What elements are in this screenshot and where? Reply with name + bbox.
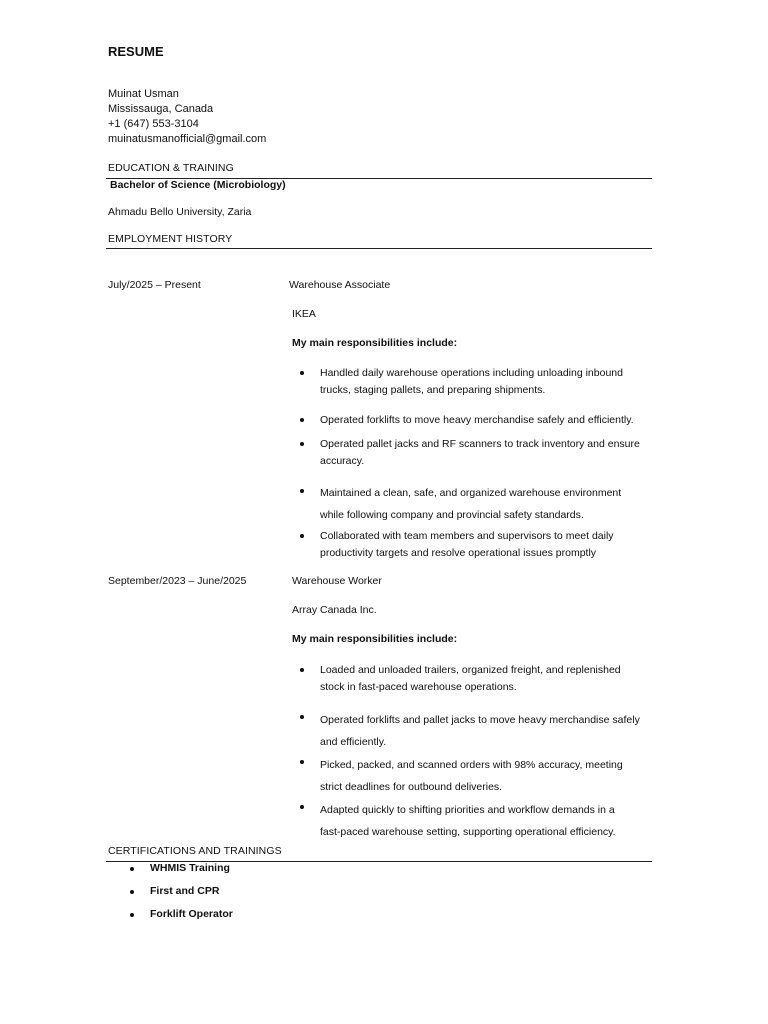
- bullet-icon: [300, 534, 304, 538]
- bullet-icon: [130, 890, 134, 894]
- responsibility-line: Operated forklifts to move heavy merchandise safely and efficiently.: [320, 414, 634, 426]
- responsibility-item: [320, 482, 655, 526]
- education-heading: EDUCATION & TRAINING: [108, 162, 234, 174]
- certification-item: Forklift Operator: [150, 908, 233, 920]
- responsibility-line: Maintained a clean, safe, and organized warehouse environment: [320, 487, 622, 499]
- bullet-icon: [130, 867, 134, 871]
- job-title: Warehouse Worker: [292, 575, 382, 587]
- responsibility-line: Adapted quickly to shifting priorities and workflow demands in a: [320, 804, 615, 816]
- contact-phone: +1 (647) 553-3104: [108, 118, 199, 130]
- school: Ahmadu Bello University, Zaria: [108, 206, 252, 218]
- responsibility-line: fast-paced warehouse setting, supporting operational efficiency.: [320, 826, 616, 838]
- certification-item: WHMIS Training: [150, 862, 230, 874]
- certifications-heading: CERTIFICATIONS AND TRAININGS: [108, 845, 282, 857]
- bullet-icon: [300, 668, 304, 672]
- bullet-icon: [300, 371, 304, 375]
- employment-heading: EMPLOYMENT HISTORY: [108, 233, 233, 245]
- responsibility-line: Handled daily warehouse operations including unloading inbound: [320, 367, 623, 379]
- bullet-icon: [300, 442, 304, 446]
- responsibilities-heading: My main responsibilities include:: [292, 633, 458, 645]
- job-company: IKEA: [292, 308, 316, 320]
- job-dates: September/2023 – June/2025: [108, 575, 247, 587]
- responsibility-line: productivity targets and resolve operational issues promptly: [320, 547, 597, 559]
- responsibilities-heading: My main responsibilities include:: [292, 337, 458, 349]
- responsibility-line: and efficiently.: [320, 736, 387, 748]
- responsibility-line: trucks, staging pallets, and preparing shipments.: [320, 384, 546, 396]
- certification-item: First and CPR: [150, 885, 220, 897]
- employment-divider: [106, 248, 652, 249]
- resume-title: RESUME: [108, 44, 164, 59]
- bullet-icon: [300, 418, 304, 422]
- responsibility-item: [320, 754, 655, 798]
- bullet-icon: [300, 489, 304, 493]
- responsibility-line: Operated pallet jacks and RF scanners to track inventory and ensure: [320, 438, 640, 450]
- contact-name: Muinat Usman: [108, 88, 179, 100]
- bullet-icon: [300, 760, 304, 764]
- job-dates: July/2025 – Present: [108, 279, 201, 291]
- job-title: Warehouse Associate: [289, 279, 391, 291]
- responsibility-line: while following company and provincial safety standards.: [320, 509, 584, 521]
- bullet-icon: [130, 913, 134, 917]
- responsibility-line: stock in fast-paced warehouse operations.: [320, 681, 517, 693]
- responsibility-item: [320, 528, 655, 562]
- responsibility-line: Collaborated with team members and supervisors to meet daily: [320, 530, 614, 542]
- responsibility-item: [320, 662, 655, 696]
- degree: Bachelor of Science (Microbiology): [110, 179, 286, 191]
- responsibility-item: [320, 709, 655, 753]
- responsibility-line: accuracy.: [320, 455, 365, 467]
- responsibility-line: Loaded and unloaded trailers, organized freight, and replenished: [320, 664, 621, 676]
- responsibility-item: [320, 799, 655, 843]
- job-company: Array Canada Inc.: [292, 604, 377, 616]
- responsibility-line: Picked, packed, and scanned orders with 98% accuracy, meeting: [320, 759, 623, 771]
- responsibility-item: [320, 365, 655, 399]
- responsibility-line: strict deadlines for outbound deliveries.: [320, 781, 503, 793]
- bullet-icon: [300, 805, 304, 809]
- bullet-icon: [300, 715, 304, 719]
- responsibility-item: [320, 412, 655, 429]
- contact-email: muinatusmanofficial@gmail.com: [108, 133, 267, 145]
- contact-location: Mississauga, Canada: [108, 103, 214, 115]
- responsibility-line: Operated forklifts and pallet jacks to move heavy merchandise safely: [320, 714, 640, 726]
- responsibility-item: [320, 436, 655, 470]
